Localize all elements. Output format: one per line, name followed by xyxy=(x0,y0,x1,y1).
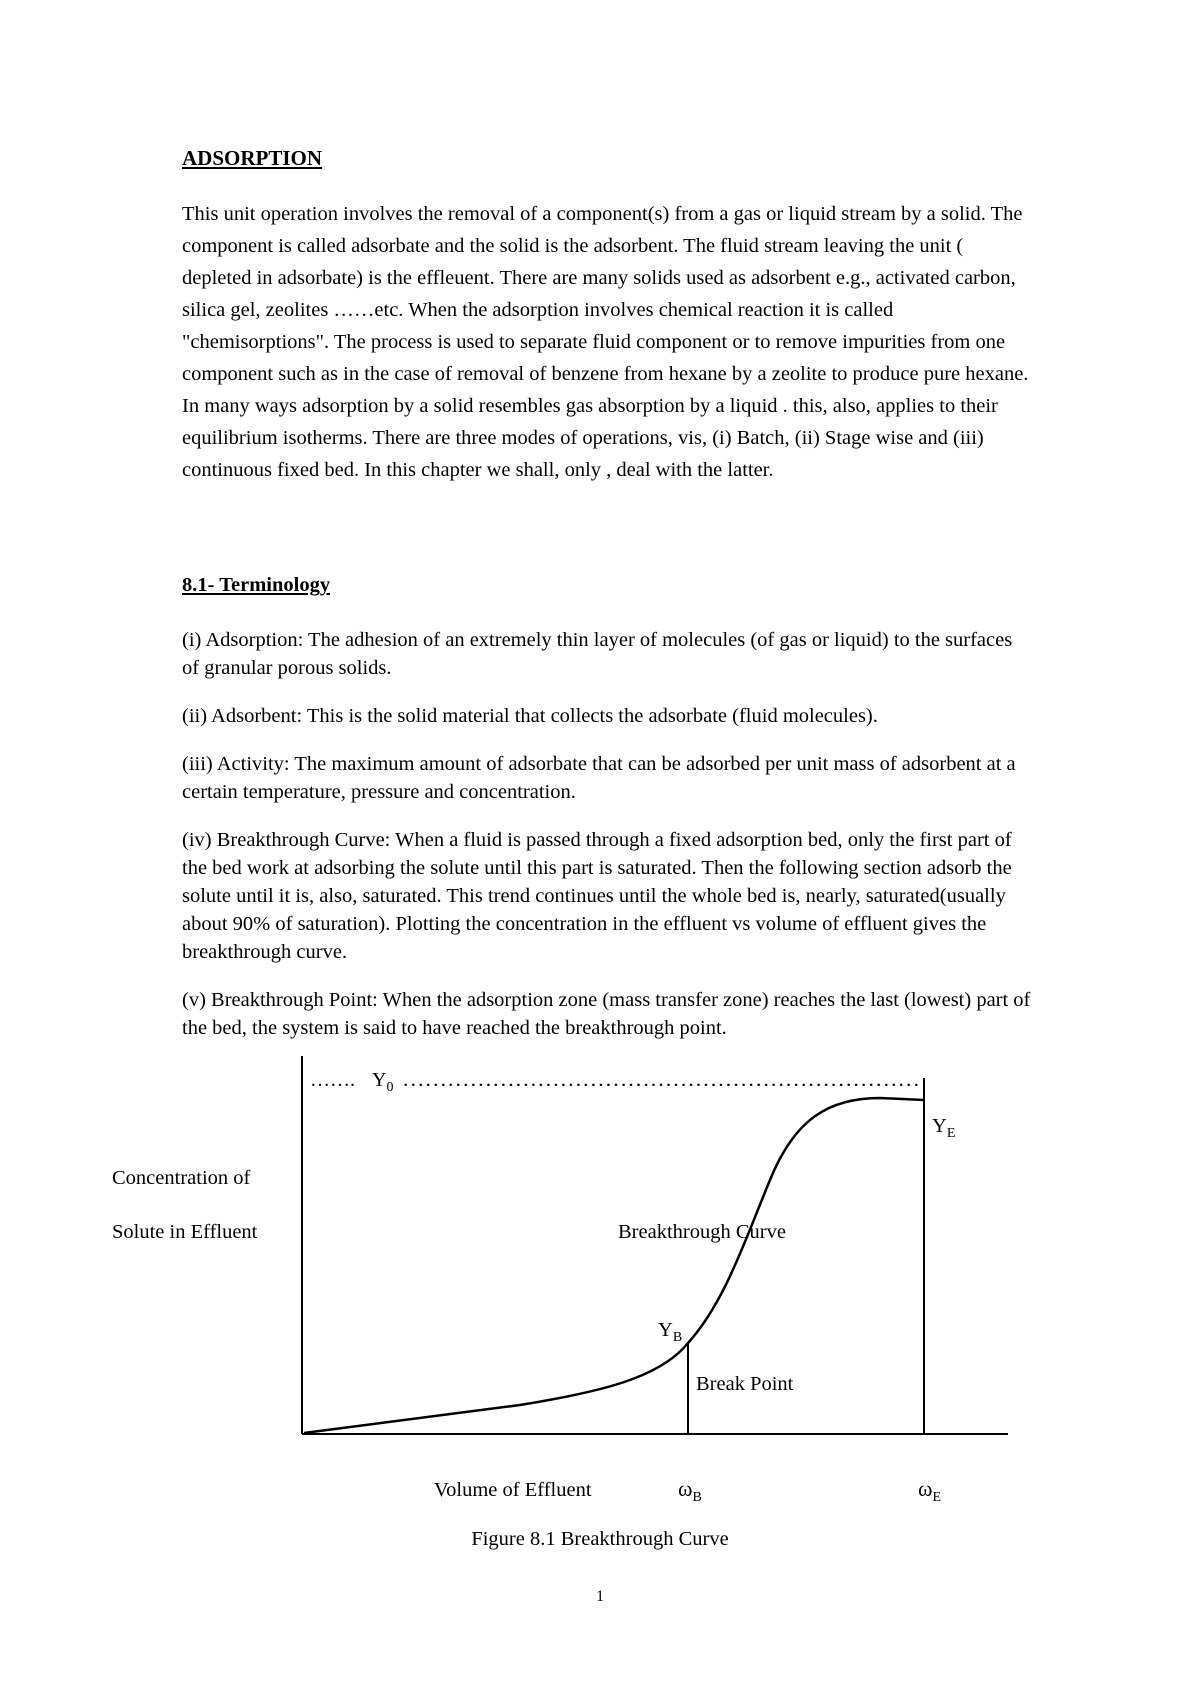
figure-caption: Figure 8.1 Breakthrough Curve xyxy=(471,1528,729,1550)
yb-subscript: B xyxy=(672,1330,683,1345)
term-breakthrough-curve: (iv) Breakthrough Curve: When a fluid is passed through a fixed adsorption bed, only the first part of the bed work at adsorbing the solute until this part is saturated. Then the following section adsorb the solute until it is, also, saturated. This trend continues until the whole bed is, nearly, saturated(usually about 90% of saturation). Plotting the concentration in the effluent vs volume of effluent gives the breakthrough curve. xyxy=(182,829,1012,963)
page-number: 1 xyxy=(596,1588,604,1605)
y-axis-label-line1: Concentration of xyxy=(112,1167,251,1189)
y0-dots-left: ……. xyxy=(310,1069,355,1091)
curve-label: Breakthrough Curve xyxy=(618,1221,786,1243)
document-heading: ADSORPTION xyxy=(182,146,323,170)
y0-label xyxy=(372,1069,393,1095)
term-activity: (iii) Activity: The maximum amount of adsorbate that can be adsorbed per unit mass of adsorbent at a certain temperature, pressure and concentration. xyxy=(182,753,1016,803)
omega-b-letter: ω xyxy=(678,1476,693,1501)
omega-b-label xyxy=(678,1476,702,1505)
term-adsorption: (i) Adsorption: The adhesion of an extremely thin layer of molecules (of gas or liquid) to the surfaces of granular porous solids. xyxy=(182,629,1013,679)
y-axis-label-line2: Solute in Effluent xyxy=(112,1221,258,1243)
y0-letter: Y xyxy=(372,1069,387,1091)
ye-subscript: E xyxy=(946,1126,956,1141)
omega-e-letter: ω xyxy=(918,1476,933,1501)
term-breakthrough-point: (v) Breakthrough Point: When the adsorption zone (mass transfer zone) reaches the last (lowest) part of the bed, the system is said to have reached the breakthrough point. xyxy=(182,989,1031,1039)
omega-b-subscript: B xyxy=(692,1490,702,1505)
yb-label xyxy=(658,1319,682,1345)
omega-e-subscript: E xyxy=(932,1490,942,1505)
break-point-label: Break Point xyxy=(696,1373,794,1395)
yb-letter: Y xyxy=(658,1319,673,1341)
intro-paragraph: This unit operation involves the removal of a component(s) from a gas or liquid stream by a solid. The component is called adsorbate and the solid is the adsorbent. The fluid stream leaving the unit ( depleted in adsorbate) is the effleuent. There are many solids used as adsorbent e.g., activated carbon, silica gel, zeolites ……etc. When the adsorption involves chemical reaction it is called "chemisorptions". The process is used to separate fluid component or to remove impurities from one component such as in the case of removal of benzene from hexane by a zeolite to produce pure hexane. In many ways adsorption by a solid resembles gas absorption by a liquid . this, also, applies to their equilibrium isotherms. There are three modes of operations, vis, (i) Batch, (ii) Stage wise and (iii) continuous fixed bed. In this chapter we shall, only , deal with the latter. xyxy=(182,203,1029,481)
term-adsorbent: (ii) Adsorbent: This is the solid material that collects the adsorbate (fluid molecules). xyxy=(182,705,878,727)
ye-letter: Y xyxy=(932,1115,947,1137)
omega-e-label xyxy=(918,1476,941,1505)
ye-label xyxy=(932,1115,955,1141)
y0-dots-right: …………………………………………………………… xyxy=(402,1069,920,1091)
breakthrough-curve xyxy=(304,1098,924,1433)
y0-subscript: 0 xyxy=(386,1080,394,1095)
breakthrough-figure xyxy=(0,1040,1200,1520)
section-title: 8.1- Terminology xyxy=(182,574,331,596)
x-axis-label: Volume of Effluent xyxy=(434,1479,592,1501)
